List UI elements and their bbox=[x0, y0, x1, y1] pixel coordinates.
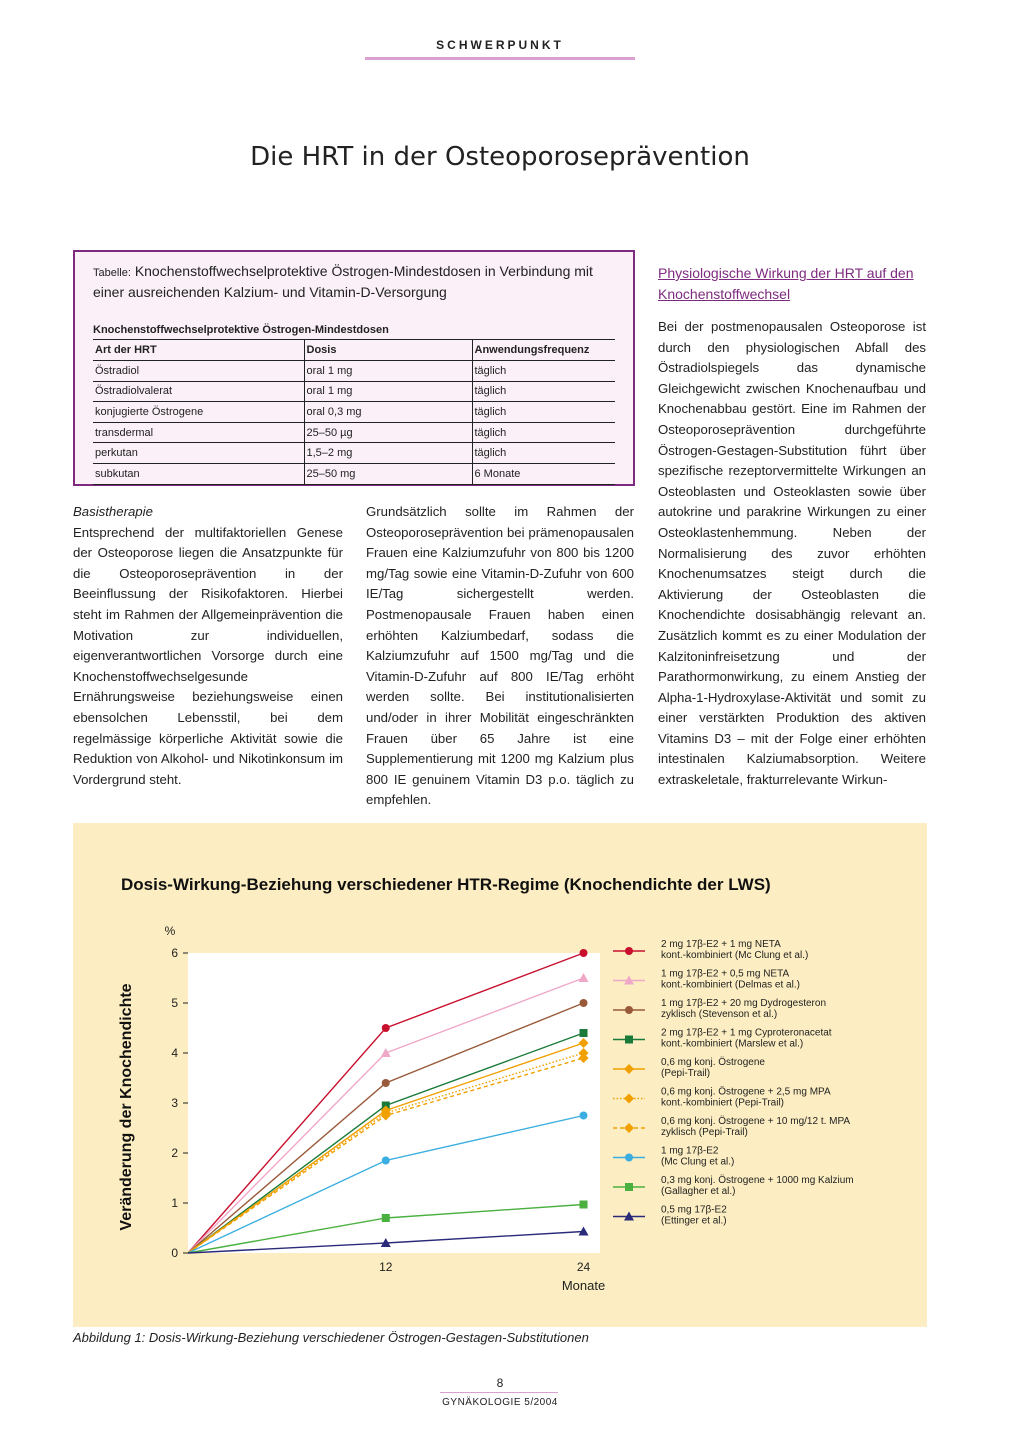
legend-sublabel: (Gallagher et al.) bbox=[661, 1186, 736, 1197]
y-tick-label: 3 bbox=[171, 1096, 178, 1110]
column-header: Anwendungsfrequenz bbox=[472, 340, 615, 361]
column-kalzium bbox=[366, 502, 634, 811]
table-row bbox=[93, 443, 615, 464]
table-cell: oral 1 mg bbox=[304, 381, 472, 402]
legend-label: 2 mg 17β-E2 + 1 mg Cyproteronacetat bbox=[661, 1027, 832, 1039]
y-tick-label: 5 bbox=[171, 996, 178, 1010]
data-point bbox=[382, 1157, 390, 1165]
table-row bbox=[93, 381, 615, 402]
y-unit-label: % bbox=[164, 924, 176, 938]
legend-label: 2 mg 17β-E2 + 1 mg NETA bbox=[661, 939, 781, 950]
legend-marker bbox=[625, 947, 633, 955]
table-cell: Östradiolvalerat bbox=[93, 381, 304, 402]
column-header: Art der HRT bbox=[93, 340, 304, 361]
page-number: 8 bbox=[496, 1376, 504, 1390]
table-box bbox=[73, 250, 635, 486]
page-title: Die HRT in der Osteoporoseprävention bbox=[250, 142, 750, 172]
column-paragraph: Grundsätzlich sollte im Rahmen der Osteoporoseprävention bei prämenopausalen Frauen eine Kalziumzufuhr von 800 bis 1200 mg/Tag sowie eine Vitamin-D-Zufuhr von 600 IE/Tag sichergestellt werden. Postmenopausale Frauen haben einen erhöhten Kalziumbedarf, sodass die Kalziumzufuhr auf 1500 mg/Tag und die Vitamin-D-Zufuhr auf 800 IE/Tag erhöht werden sollte. Bei institutionalisierten und/oder in ihrer Mobilität eingeschränkten Frauen über 65 Jahre ist eine Supplementierung mit 1200 mg Kalzium plus 800 IE genuinem Vitamin D3 p.o. täglich zu empfehlen. bbox=[366, 504, 634, 808]
legend-sublabel: zyklisch (Stevenson et al.) bbox=[661, 1009, 778, 1020]
column-heading: Basistherapie bbox=[73, 504, 153, 519]
data-point bbox=[580, 949, 588, 957]
column-header: Dosis bbox=[304, 340, 472, 361]
legend-marker bbox=[624, 1094, 634, 1104]
legend-sublabel: kont.-kombiniert (Marslew et al.) bbox=[661, 1038, 804, 1050]
legend-sublabel: kont.-kombiniert (Delmas et al.) bbox=[661, 979, 800, 991]
legend-label: 0,6 mg konj. Östrogene bbox=[661, 1057, 765, 1068]
line-chart bbox=[73, 823, 927, 1327]
legend-label: 0,6 mg konj. Östrogene + 2,5 mg MPA bbox=[661, 1086, 831, 1098]
legend-label: 0,6 mg konj. Östrogene + 10 mg/12 t. MPA bbox=[661, 1116, 851, 1127]
table-cell: konjugierte Östrogene bbox=[93, 402, 304, 423]
legend-marker bbox=[625, 1154, 633, 1162]
legend-marker bbox=[624, 1123, 634, 1133]
data-point bbox=[382, 1024, 390, 1032]
table-caption-label: Tabelle: bbox=[93, 267, 131, 279]
legend-sublabel: zyklisch (Pepi-Trail) bbox=[661, 1127, 748, 1138]
table-cell: täglich bbox=[472, 402, 615, 423]
x-tick-label: 24 bbox=[576, 1260, 591, 1274]
legend-sublabel: kont.-kombiniert (Pepi-Trail) bbox=[661, 1097, 784, 1109]
table-row bbox=[93, 422, 615, 443]
table-cell: täglich bbox=[472, 422, 615, 443]
table-cell: täglich bbox=[472, 361, 615, 382]
y-tick-label: 2 bbox=[171, 1146, 178, 1160]
legend-sublabel: kont.-kombiniert (Mc Clung et al.) bbox=[661, 950, 809, 961]
journal-name: GYNÄKOLOGIE 5/2004 bbox=[442, 1397, 558, 1408]
legend-label: 0,5 mg 17β-E2 bbox=[661, 1204, 727, 1216]
legend-marker bbox=[625, 1006, 633, 1014]
y-tick-label: 4 bbox=[171, 1046, 178, 1060]
table-row bbox=[93, 402, 615, 423]
legend-sublabel: (Ettinger et al.) bbox=[661, 1215, 727, 1227]
table-cell: oral 1 mg bbox=[304, 361, 472, 382]
legend-label: 1 mg 17β-E2 + 0,5 mg NETA bbox=[661, 968, 790, 980]
legend-marker bbox=[625, 1036, 633, 1044]
section-rule bbox=[365, 57, 635, 60]
footer-rule bbox=[440, 1392, 558, 1393]
table-row bbox=[93, 464, 615, 485]
table-caption bbox=[93, 262, 615, 302]
data-point bbox=[580, 1112, 588, 1120]
legend-marker bbox=[624, 1064, 634, 1074]
table-row bbox=[93, 361, 615, 382]
table-caption-text: Knochenstoffwechselprotektive Östrogen-Mindestdosen in Verbindung mit einer ausreichenden Kalzium- und Vitamin-D-Versorgung bbox=[93, 263, 593, 300]
y-tick-label: 6 bbox=[171, 946, 178, 960]
x-axis-label: Monate bbox=[561, 1278, 606, 1293]
column-basistherapie bbox=[73, 502, 343, 790]
data-point bbox=[580, 1201, 588, 1209]
y-axis-label: Veränderung der Knochendichte bbox=[118, 983, 135, 1231]
figure-box bbox=[73, 823, 927, 1327]
figure-caption: Abbildung 1: Dosis-Wirkung-Beziehung verschiedener Östrogen-Gestagen-Substitutionen bbox=[73, 1330, 589, 1345]
figure-title: Dosis-Wirkung-Beziehung verschiedener HTR-Regime (Knochendichte der LWS) bbox=[121, 875, 771, 894]
table-cell: perkutan bbox=[93, 443, 304, 464]
data-point bbox=[382, 1214, 390, 1222]
section-tag: SCHWERPUNKT bbox=[436, 38, 564, 52]
x-tick-label: 12 bbox=[379, 1260, 393, 1274]
table-cell: subkutan bbox=[93, 464, 304, 485]
hrt-table bbox=[93, 340, 615, 485]
table-cell: 1,5–2 mg bbox=[304, 443, 472, 464]
table-cell: Östradiol bbox=[93, 361, 304, 382]
data-point bbox=[580, 999, 588, 1007]
data-point bbox=[382, 1079, 390, 1087]
legend-sublabel: (Mc Clung et al.) bbox=[661, 1156, 735, 1168]
table-subheading: Knochenstoffwechselprotektive Östrogen-Mindestdosen bbox=[93, 324, 615, 340]
column-heading: Physiologische Wirkung der HRT auf den Knochenstoffwechsel bbox=[658, 265, 914, 302]
legend-sublabel: (Pepi-Trail) bbox=[661, 1068, 711, 1079]
table-cell: täglich bbox=[472, 443, 615, 464]
table-cell: oral 0,3 mg bbox=[304, 402, 472, 423]
legend-label: 1 mg 17β-E2 + 20 mg Dydrogesteron bbox=[661, 998, 827, 1009]
table-cell: transdermal bbox=[93, 422, 304, 443]
table-cell: täglich bbox=[472, 381, 615, 402]
table-cell: 25–50 µg bbox=[304, 422, 472, 443]
column-physiologie bbox=[658, 263, 926, 791]
table-cell: 25–50 mg bbox=[304, 464, 472, 485]
legend-marker bbox=[625, 1183, 633, 1191]
data-point bbox=[580, 1029, 588, 1037]
column-paragraph: Bei der postmenopausalen Osteoporose ist durch den physiologischen Abfall des Östradiolspiegels das dynamische Gleichgewicht zwischen Knochenaufbau und Knochenabbau gestört. Eine im Rahmen der Osteoporoseprävention durchgeführte Östrogen-Gestagen-Substitution führt über spezifische rezeptorvermittelte Wirkungen an Osteoblasten und Osteoklasten sowie über autokrine und parakrine Wirkungen zu einer Osteoklastenhemmung. Neben der Normalisierung des zuvor erhöhten Knochenumsatzes steigt durch die Aktivierung der Osteoblasten die Knochendichte dosisabhängig relevant an. Zusätzlich kommt es zu einer Modulation der Kalzitoninfreisetzung und der Parathormonwirkung, zu einem Anstieg der Alpha-1-Hydroxylase-Aktivität und somit zu einer verstärkten Produktion des aktiven Vitamins D3 – mit der Folge einer erhöhten intestinalen Kalziumabsorption. Weitere extraskeletale, frakturrelevante Wirkun- bbox=[658, 319, 926, 788]
legend-label: 1 mg 17β-E2 bbox=[661, 1145, 719, 1157]
table-header-row bbox=[93, 340, 615, 361]
y-tick-label: 1 bbox=[171, 1196, 178, 1210]
y-tick-label: 0 bbox=[171, 1246, 178, 1260]
column-paragraph: Entsprechend der multifaktoriellen Genese der Osteoporose liegen die Ansatzpunkte für die Osteoporoseprävention in der Beeinflussung der Risikofaktoren. Hierbei steht im Rahmen der Allgemeinprävention die Motivation zur individuellen, eigenverantwortlichen Vorsorge durch eine Knochenstoffwechselgesunde Ernährungsweise beziehungsweise einen ebensolchen Lebensstil, bei dem regelmässige körperliche Aktivität sowie die Reduktion von Alkohol- und Nikotinkonsum im Vordergrund steht. bbox=[73, 524, 343, 787]
table-cell: 6 Monate bbox=[472, 464, 615, 485]
legend-label: 0,3 mg konj. Östrogene + 1000 mg Kalzium bbox=[661, 1175, 854, 1186]
